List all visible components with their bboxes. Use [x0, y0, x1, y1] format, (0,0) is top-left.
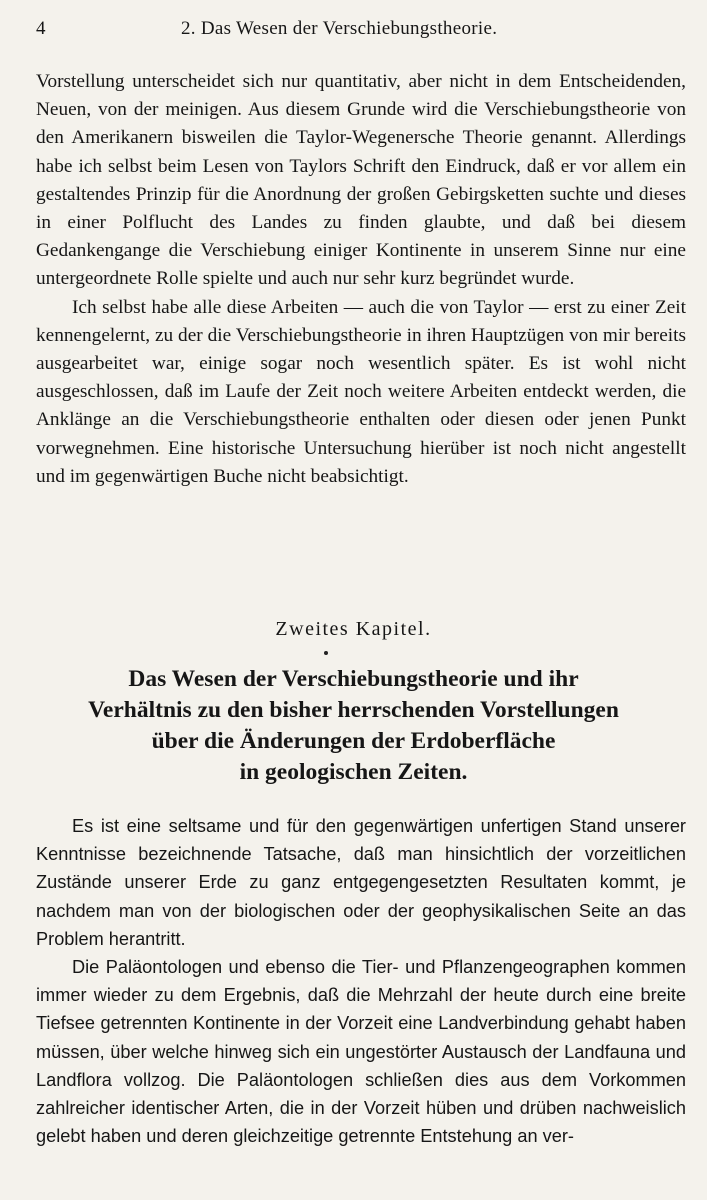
chapter-title-line: über die Änderungen der Erdoberfläche: [151, 728, 556, 754]
chapter-title-line: Verhältnis zu den bisher herrschenden Vorstellungen: [88, 697, 619, 723]
chapter-label: Zweites Kapitel.: [275, 618, 432, 640]
ornament-dot: [324, 651, 328, 655]
paragraph: Vorstellung unterscheidet sich nur quantitativ, aber nicht in dem Entscheidenden, Neuen, von der meinigen. Aus diesem Grunde wird die Verschiebungstheorie von den Amerikanern bisweilen die Taylor-Wegenersche Theorie genannt. Allerdings habe ich selbst beim Lesen von Taylors Schrift den Eindruck, daß er vor allem ein gestaltendes Prinzip für die Anordnung der großen Gebirgsketten suchte und dieses in einer Polflucht des Landes zu finden glaubte, und daß bei diesem Gedankengange die Verschiebung einiger Kontinente in unserem Sinne nur eine untergeordnete Rolle spielte und auch nur sehr kurz begründet wurde.: [36, 71, 686, 290]
paragraph: Die Paläontologen und ebenso die Tier- und Pflanzengeographen kommen immer wieder zu dem Ergebnis, daß die Mehrzahl der heute durch eine breite Tiefsee getrennten Kontinente in der Vorzeit eine Landverbindung gehabt haben müssen, über welche hinweg sich ein ungestörter Austausch der Landfauna und Landflora vollzog. Die Paläontologen schließen dies aus dem Vorkommen zahlreicher identischer Arten, die in der Vorzeit hüben und drüben nachweislich gelebt haben und deren gleichzeitige getrennte Entstehung an ver-: [36, 957, 686, 1147]
previous-chapter-text: [36, 68, 686, 491]
chapter-title-line: Das Wesen der Verschiebungstheorie und ihr: [128, 666, 579, 692]
paragraph: Ich selbst habe alle diese Arbeiten — auch die von Taylor — erst zu einer Zeit kennengelernt, zu der die Verschiebungstheorie in ihren Hauptzügen von mir bereits ausgearbeitet war, einige sogar noch wesentlich später. Es ist wohl nicht ausgeschlossen, daß im Laufe der Zeit noch weitere Arbeiten entdeckt werden, die Anklänge an die Verschiebungstheorie enthalten oder diesen oder jenen Punkt vorwegnehmen. Eine historische Untersuchung hierüber ist noch nicht angestellt und im gegenwärtigen Buche nicht beabsichtigt.: [36, 296, 686, 487]
paragraph: Es ist eine seltsame und für den gegenwärtigen unfertigen Stand unserer Kenntnisse bezeichnende Tatsache, daß man hinsichtlich der vorzeitlichen Zustände unserer Erde zu ganz entgegengesetzten Resultaten kommt, je nachdem man von der biologischen oder der geophysikalischen Seite an das Problem herantritt.: [36, 816, 686, 949]
chapter-title: [20, 664, 687, 788]
page-number: 4: [36, 18, 46, 39]
running-head: [36, 18, 677, 48]
running-title: 2. Das Wesen der Verschiebungstheorie.: [181, 18, 498, 39]
chapter-title-line: in geologischen Zeiten.: [239, 759, 468, 785]
chapter-body-text: [36, 812, 686, 1150]
